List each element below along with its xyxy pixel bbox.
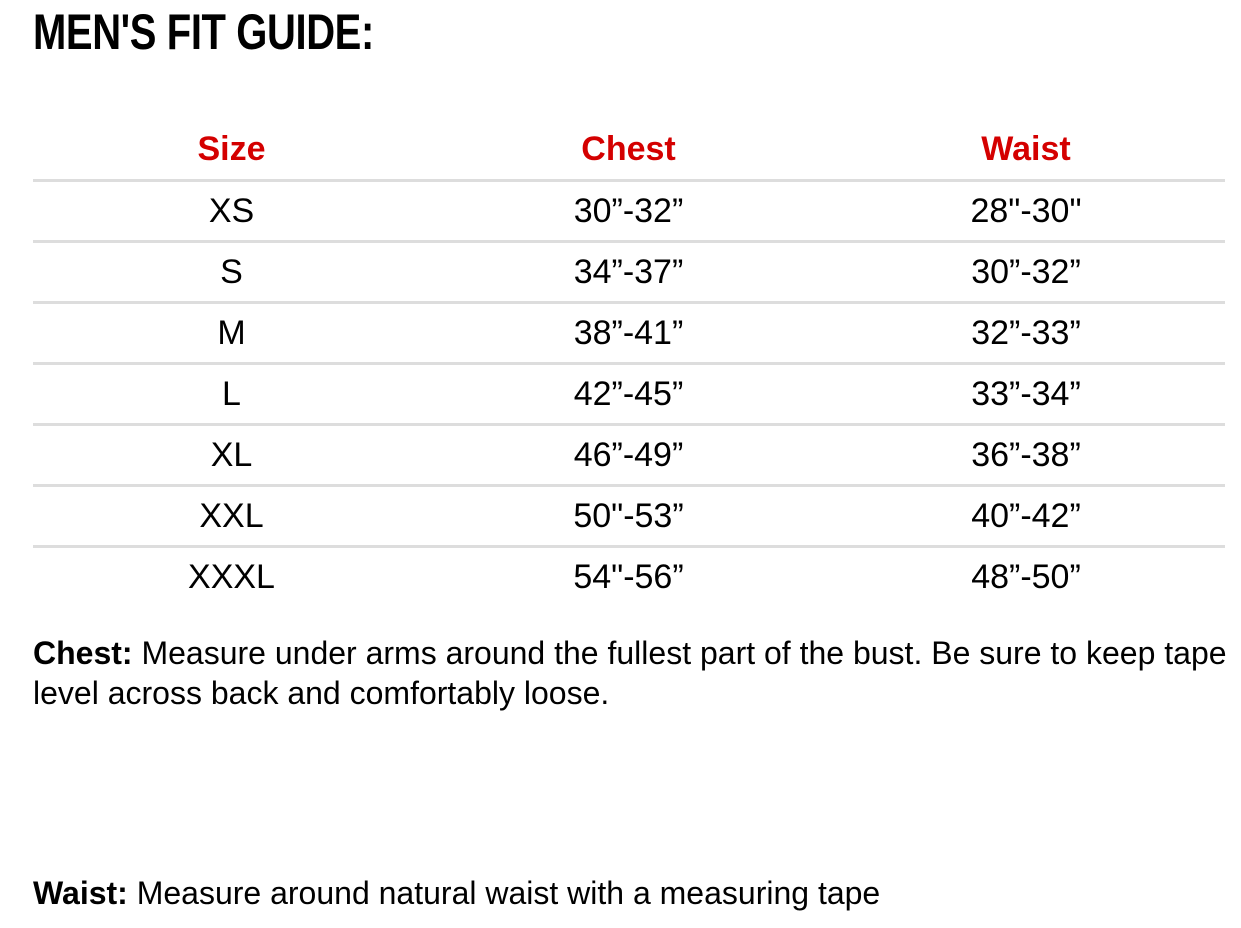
table-row (33, 181, 1225, 242)
cell-size: XS (33, 181, 430, 242)
page-title: MEN'S FIT GUIDE: (33, 4, 374, 60)
cell-waist: 33”-34” (827, 364, 1225, 425)
header-chest: Chest (430, 118, 827, 181)
size-chart-table (33, 118, 1225, 606)
waist-note-label: Waist: (33, 875, 128, 911)
table-row (33, 303, 1225, 364)
chest-note-text: Measure under arms around the fullest part of the bust. Be sure to keep tape level across back and comfortably loose. (33, 635, 1227, 711)
cell-waist: 32”-33” (827, 303, 1225, 364)
chest-measurement-note (33, 633, 1228, 713)
table-row (33, 242, 1225, 303)
cell-chest: 54"-56” (573, 557, 684, 596)
cell-chest: 42”-45” (430, 364, 827, 425)
table-row (33, 547, 1225, 607)
cell-waist: 30”-32” (827, 242, 1225, 303)
chest-note-label: Chest: (33, 635, 133, 671)
table-row (33, 486, 1225, 547)
cell-chest: 30”-32” (430, 181, 827, 242)
cell-chest: 34”-37” (430, 242, 827, 303)
header-size: Size (33, 118, 430, 181)
cell-size: M (33, 303, 430, 364)
cell-waist: 48”-50” (971, 557, 1081, 596)
table-header-row (33, 118, 1225, 181)
waist-note-text: Measure around natural waist with a measuring tape (127, 875, 881, 911)
cell-waist: 36”-38” (827, 425, 1225, 486)
header-waist: Waist (827, 118, 1225, 181)
cell-waist: 40”-42” (827, 486, 1225, 547)
cell-chest: 38”-41” (430, 303, 827, 364)
cell-size: XXL (33, 486, 430, 547)
table-row (33, 364, 1225, 425)
cell-size: XL (33, 425, 430, 486)
cell-waist: 28"-30" (827, 181, 1225, 242)
cell-size: XXXL (188, 557, 275, 596)
waist-measurement-note (33, 873, 1228, 913)
cell-size: S (33, 242, 430, 303)
table-row (33, 425, 1225, 486)
cell-chest: 50"-53” (430, 486, 827, 547)
cell-chest: 46”-49” (430, 425, 827, 486)
cell-size: L (33, 364, 430, 425)
